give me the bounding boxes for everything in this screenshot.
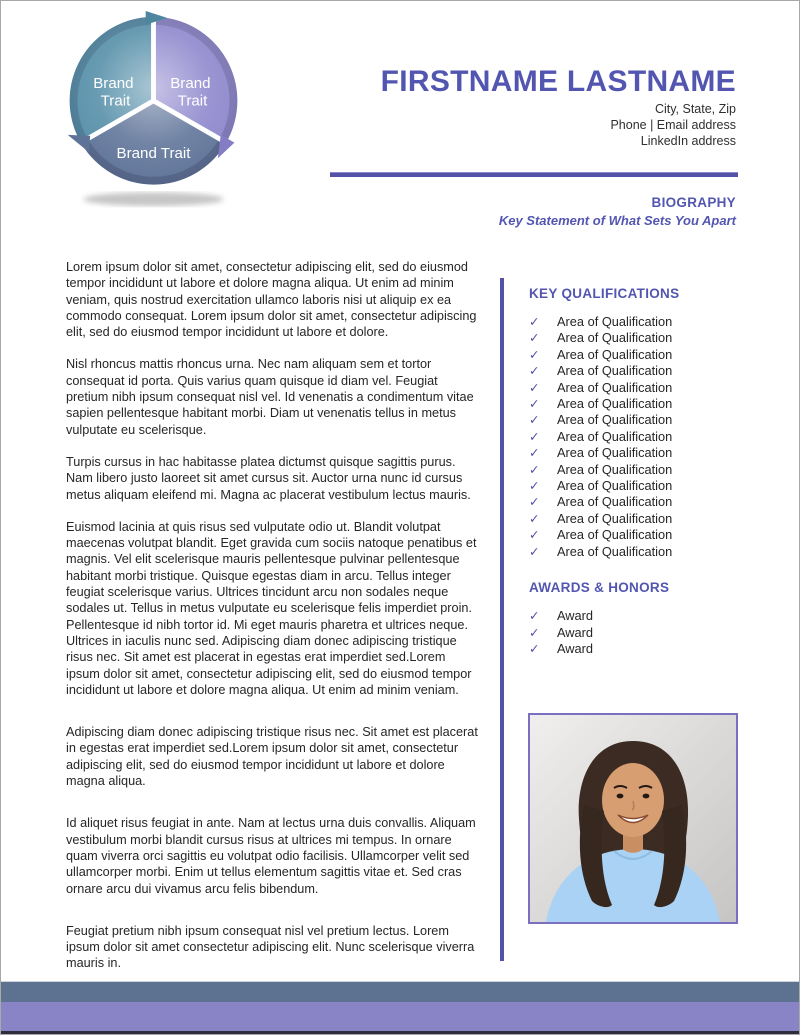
eye-right	[643, 794, 650, 799]
award-label: Award	[557, 624, 594, 640]
diagram-label-purple: Brand Trait	[170, 75, 211, 110]
check-icon: ✓	[529, 429, 540, 444]
biography-paragraph: Euismod lacinia at quis risus sed vulputate odio ut. Blandit volutpat maecenas volutpat blandit. Eget gravida cum sociis natoque penatibus et magnis. Vel elit scelerisque mauris pellentesque pulvinar pellentesque habitant morbi tristique. Quisque egestas diam in arcu. Tellus integer feugiat scelerisque varius. Ultrices tincidunt arcu non sodales neque sodales ut. Tellus in metus vulputate eu scelerisque felis imperdiet proin. Pellentesque id nibh tortor id. Mi eget mauris pharetra et ultrices neque. Ultrices in iaculis nunc sed. Adipiscing diam donec adipiscing tristique risus nec. Sit amet est placerat in egestas erat imperdiet sed.Lorem ipsum dolor sit amet, consectetur adipiscing elit, sed do eiusmod tempor incididunt ut labore et dolore magna aliqua. Ut enim ad minim veniam.	[66, 519, 477, 697]
diagram-label-teal: Brand Trait	[93, 75, 134, 110]
biography-paragraph: Turpis cursus in hac habitasse platea dictumst quisque sagittis purus. Nam libero justo laoreet sit amet cursus sit. Auctor urna nunc id cursus metus aliquam eleifend mi. Magna ac placerat vestibulum lectus mauris.	[66, 454, 471, 502]
qualification-label: Area of Qualification	[557, 314, 673, 329]
biography-text	[66, 259, 482, 998]
qualification-item	[529, 462, 741, 478]
check-icon: ✓	[529, 315, 540, 329]
check-icon: ✓	[529, 495, 540, 510]
biography-paragraph: Feugiat pretium nibh ipsum consequat nisl vel pretium lectus. Lorem ipsum dolor sit amet consectetur adipiscing elit. Nunc scelerisque viverra mauris in.	[66, 923, 475, 971]
check-icon: ✓	[529, 413, 540, 428]
cycle-arrow-left-icon	[68, 135, 90, 153]
check-icon: ✓	[529, 331, 540, 346]
qualification-item	[529, 429, 741, 445]
qualification-label: Area of Qualification	[557, 478, 673, 494]
award-item	[529, 625, 741, 641]
contact-line: LinkedIn address	[640, 133, 736, 148]
footer-slate-bar	[1, 981, 799, 1002]
qualification-item	[529, 380, 741, 396]
check-icon: ✓	[529, 479, 540, 494]
check-icon: ✓	[529, 364, 540, 379]
sidebar	[529, 286, 741, 677]
qualification-item	[529, 445, 741, 461]
qualification-item	[529, 494, 741, 510]
qualification-label: Area of Qualification	[557, 330, 673, 346]
biography-key-statement: Key Statement of What Sets You Apart	[498, 213, 736, 228]
biography-paragraph: Lorem ipsum dolor sit amet, consectetur adipiscing elit, sed do eiusmod tempor incididunt ut labore et dolore magna aliqua. Ut enim ad minim veniam, quis nostrud exercitation ullamco laboris nisi ut aliquip ex ea commodo consequat. Lorem ipsum dolor sit amet, consectetur adipiscing elit, sed do eiusmod tempor incididunt ut labore et dolore.	[66, 260, 477, 340]
qualification-label: Area of Qualification	[557, 461, 673, 477]
qualification-item	[529, 314, 741, 330]
biography-heading: BIOGRAPHY	[651, 195, 736, 210]
qualification-item	[529, 396, 741, 412]
qualification-item	[529, 363, 741, 379]
qualifications-list	[529, 314, 741, 560]
footer-purple-bar	[1, 1002, 799, 1031]
qualification-label: Area of Qualification	[557, 428, 673, 444]
cycle-arrow-right-icon	[218, 135, 235, 158]
portrait-photo	[528, 713, 738, 924]
diagram-label-slate: Brand Trait	[116, 145, 191, 163]
qualification-label: Area of Qualification	[557, 543, 673, 559]
header	[381, 65, 736, 149]
diagram-shadow	[83, 192, 223, 206]
award-item	[529, 641, 741, 657]
brand-cycle-diagram	[56, 9, 251, 211]
awards-heading: AWARDS & HONORS	[529, 580, 670, 596]
face	[602, 763, 664, 837]
award-label: Award	[557, 608, 594, 624]
contact-line: Phone | Email address	[610, 117, 736, 132]
eye-left	[617, 794, 624, 799]
biography-block	[499, 195, 736, 228]
sidebar-divider	[500, 278, 504, 961]
qualification-item	[529, 330, 741, 346]
portrait-illustration	[530, 715, 736, 922]
awards-list	[529, 608, 741, 657]
check-icon: ✓	[529, 347, 540, 362]
check-icon: ✓	[529, 641, 540, 656]
qualification-item	[529, 511, 741, 527]
biography-paragraph: Id aliquet risus feugiat in ante. Nam at lectus urna duis convallis. Aliquam vestibulum morbi blandit cursus risus at ultrices mi tempus. In ornare quam viverra orci sagittis eu volutpat odio facilisis. Ullamcorper velit sed ullamcorper morbi. Enim ut tellus elementum sagittis vitae et. Sed cras ornare arcu dui vivamus arcu felis bibendum.	[66, 816, 476, 896]
check-icon: ✓	[529, 446, 540, 461]
qualification-label: Area of Qualification	[557, 445, 673, 461]
contact-line: City, State, Zip	[654, 102, 736, 116]
check-icon: ✓	[529, 462, 540, 477]
qualification-label: Area of Qualification	[557, 510, 673, 526]
qualification-item	[529, 412, 741, 428]
header-divider	[330, 172, 738, 177]
brand-cycle-svg	[56, 9, 251, 211]
qualification-label: Area of Qualification	[557, 494, 673, 510]
qualification-label: Area of Qualification	[557, 527, 673, 543]
qualification-label: Area of Qualification	[557, 412, 673, 428]
biography-paragraph: Adipiscing diam donec adipiscing tristique risus nec. Sit amet est placerat in egestas erat imperdiet sed.Lorem ipsum dolor sit amet, consectetur adipiscing elit, sed do eiusmod tempor incididunt ut labore et dolore magna aliqua.	[66, 725, 478, 789]
award-label: Award	[557, 640, 594, 656]
check-icon: ✓	[529, 625, 540, 640]
award-item	[529, 608, 741, 624]
check-icon: ✓	[529, 528, 540, 543]
qualification-label: Area of Qualification	[557, 363, 673, 379]
qualification-item	[529, 527, 741, 543]
check-icon: ✓	[529, 511, 540, 526]
qualifications-heading: KEY QUALIFICATIONS	[529, 286, 680, 301]
contact-info	[381, 102, 736, 149]
footer-dark-strip	[1, 1031, 799, 1035]
biography-paragraph: Nisl rhoncus mattis rhoncus urna. Nec nam aliquam sem et tortor consequat id porta. Quis varius quam quisque id diam vel. Feugiat pretium nibh ipsum consequat nisl vel. Id venenatis a condimentum vitae sapien pellentesque habitant morbi. Diam ut venenatis tellus in metus vulputate eu scelerisque.	[66, 357, 474, 437]
qualification-label: Area of Qualification	[557, 346, 673, 362]
qualification-item	[529, 347, 741, 363]
check-icon: ✓	[529, 397, 540, 412]
qualification-label: Area of Qualification	[557, 396, 673, 412]
check-icon: ✓	[529, 609, 540, 624]
check-icon: ✓	[529, 380, 540, 395]
check-icon: ✓	[529, 544, 540, 559]
qualification-item	[529, 544, 741, 560]
qualification-item	[529, 478, 741, 494]
page-title: FIRSTNAME LASTNAME	[380, 65, 736, 98]
qualification-label: Area of Qualification	[557, 379, 673, 395]
